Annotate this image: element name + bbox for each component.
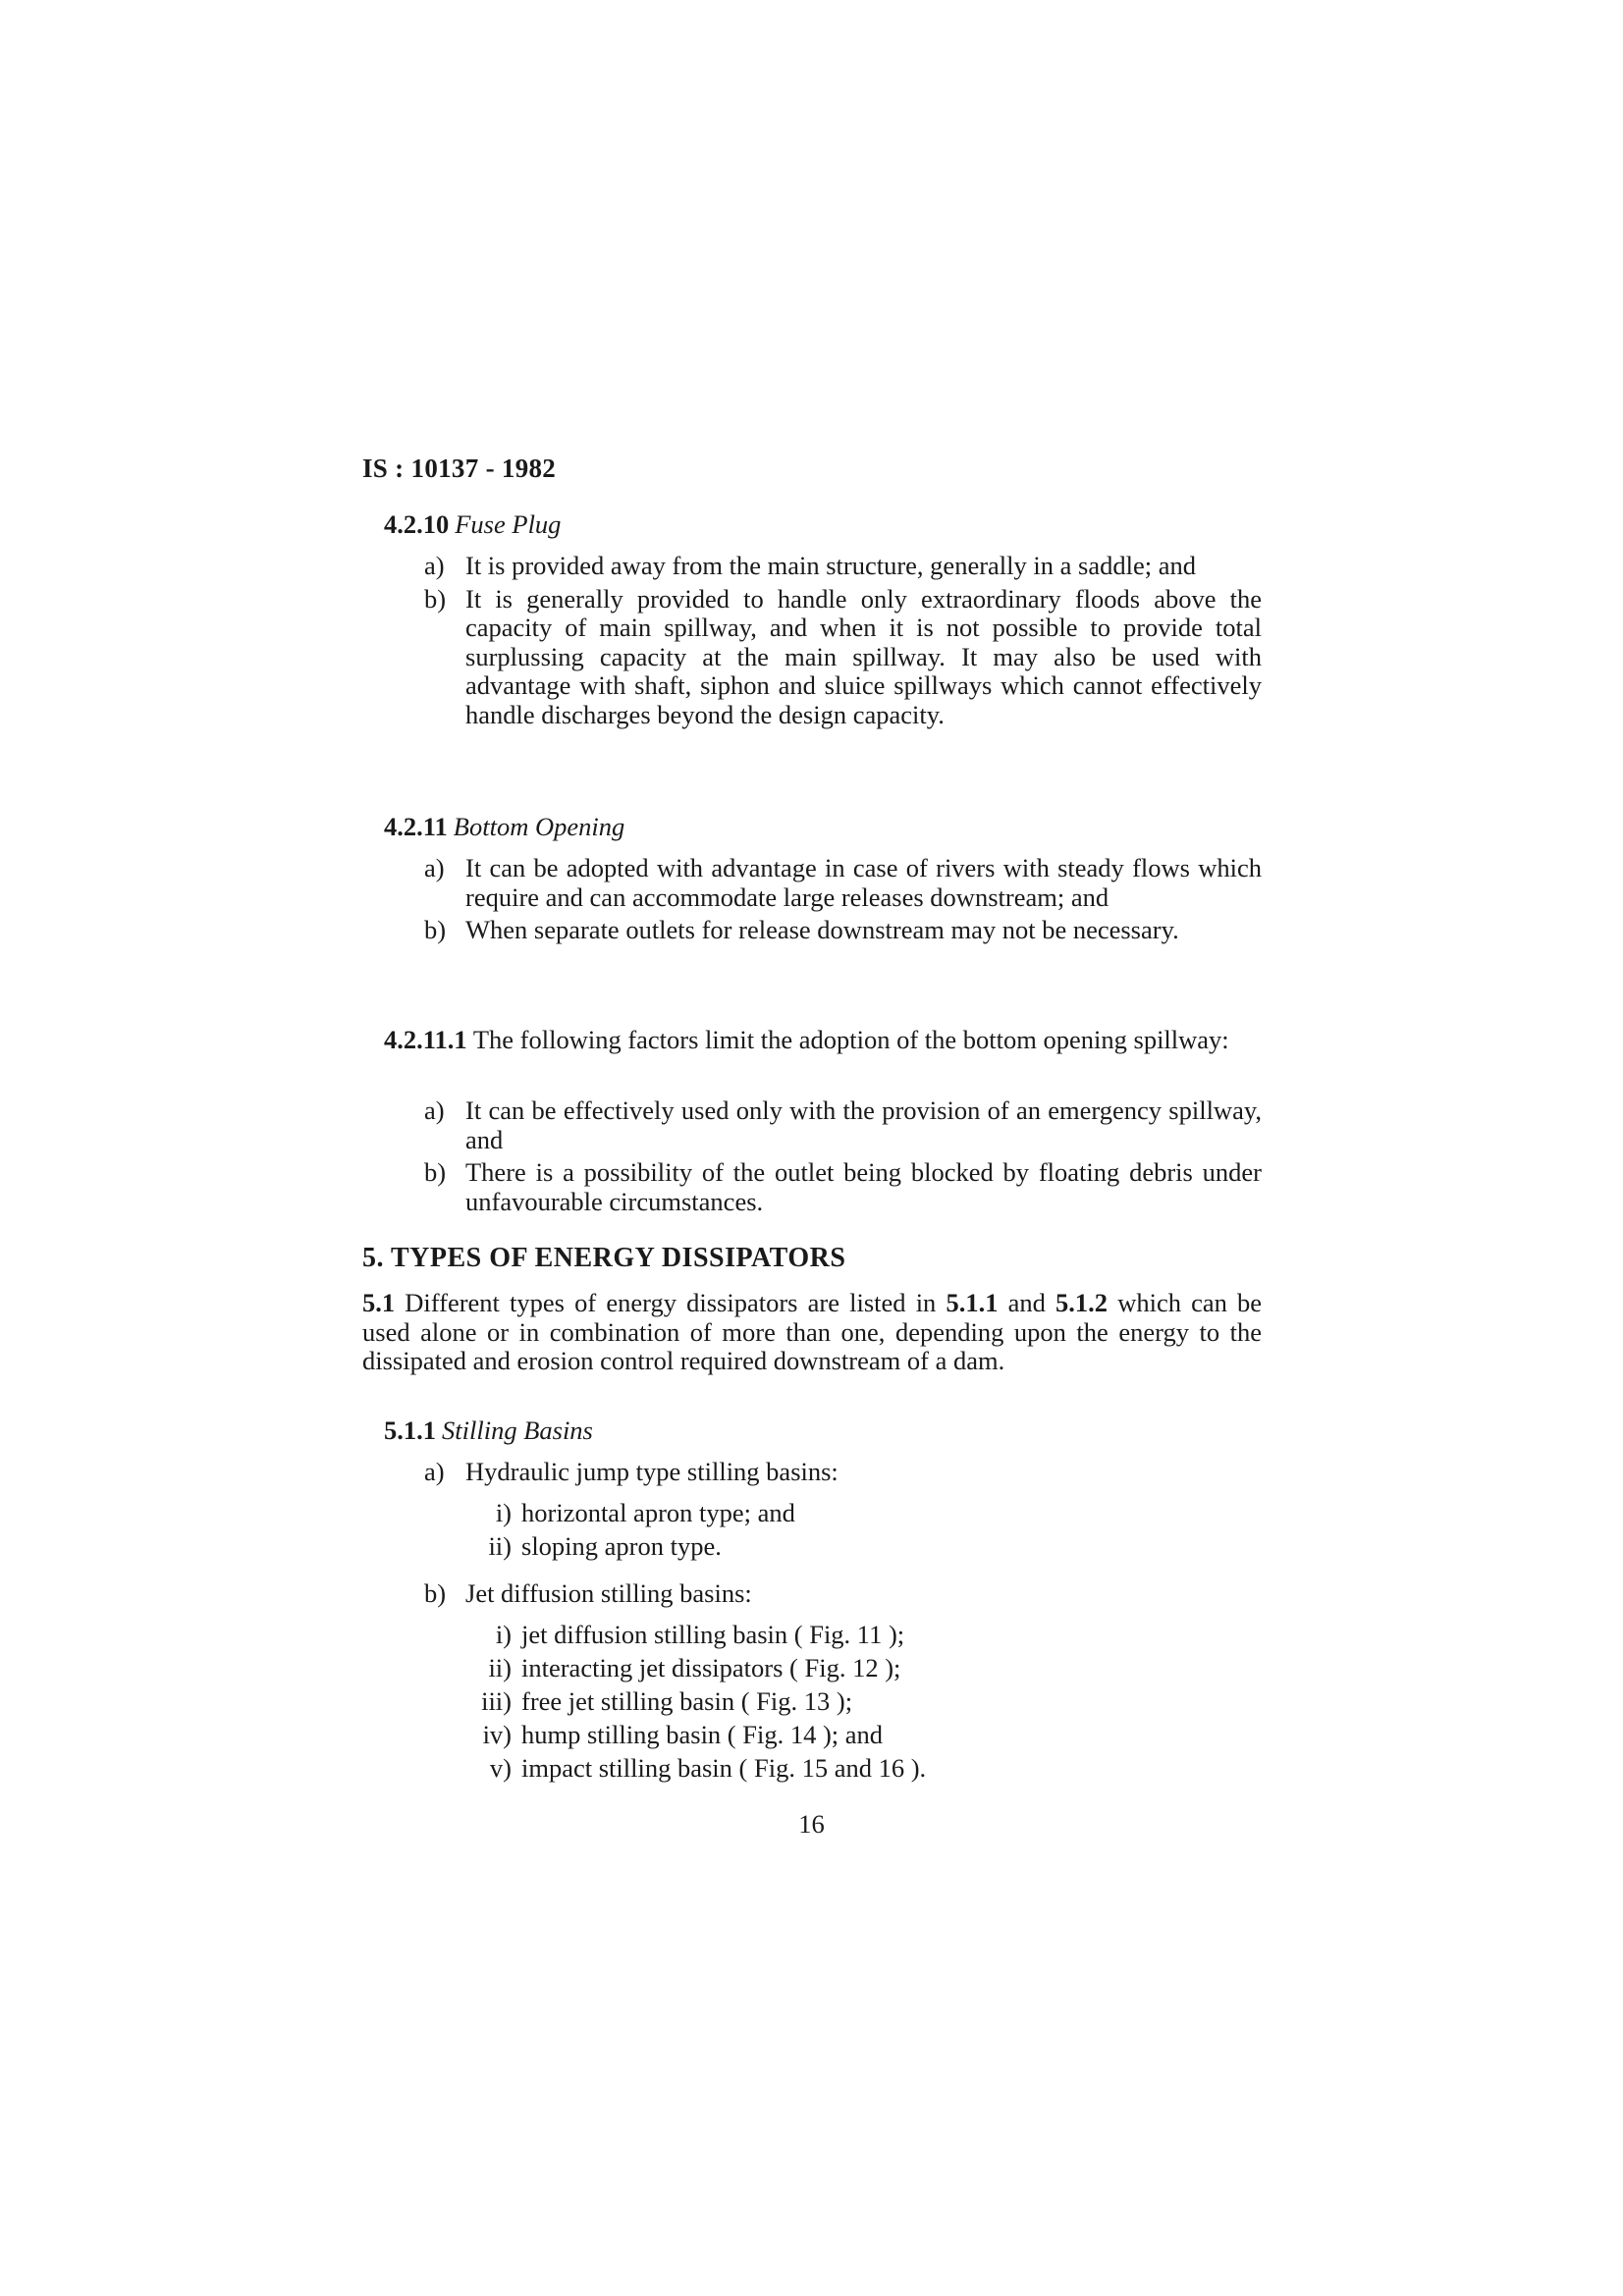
list-item: [424, 1579, 1262, 1609]
section-heading-5: 5. TYPES OF ENERGY DISSIPATORS: [362, 1243, 846, 1273]
item-text: free jet stilling basin ( Fig. 13 );: [521, 1686, 853, 1716]
cross-reference: 5.1.1: [946, 1288, 999, 1317]
item-marker: v): [489, 1753, 512, 1783]
item-text: It can be effectively used only with the provision of an emergency spillway, and: [465, 1095, 1262, 1154]
item-text: Jet diffusion stilling basins:: [465, 1578, 752, 1608]
standard-number: IS : 10137 - 1982: [362, 454, 557, 483]
item-text: interacting jet dissipators ( Fig. 12 );: [521, 1653, 901, 1682]
item-marker: iii): [481, 1686, 512, 1716]
item-marker: a): [424, 1095, 445, 1125]
clause-list-4-2-11: [424, 854, 1262, 949]
item-text: horizontal apron type; and: [521, 1498, 795, 1527]
item-marker: a): [424, 1457, 445, 1486]
list-item: [424, 916, 1262, 945]
item-text: impact stilling basin ( Fig. 15 and 16 ).: [521, 1753, 927, 1783]
item-marker: a): [424, 551, 445, 580]
clause-title: Bottom Opening: [453, 812, 625, 841]
group-b-sublist: [466, 1621, 926, 1788]
group-a: [424, 1458, 1262, 1491]
sublist-item: [466, 1754, 926, 1788]
group-a-sublist: [466, 1499, 795, 1566]
clause-text-part: which can be used alone or in combination of more than one, depending upon the energy to the dissipated and erosion control required downstream of a dam.: [362, 1288, 1263, 1375]
item-text: jet diffusion stilling basin ( Fig. 11 );: [521, 1620, 905, 1649]
list-item: [424, 854, 1262, 912]
item-marker: i): [495, 1620, 512, 1649]
clause-list-4-2-10: [424, 552, 1262, 733]
item-text: There is a possibility of the outlet being blocked by floating debris under unfavourable circumstances.: [465, 1157, 1262, 1216]
item-marker: b): [424, 915, 447, 944]
clause-5-1: [362, 1289, 1262, 1376]
clause-number: 5.1.1: [384, 1415, 436, 1445]
clause-4-2-11-1: [362, 1026, 1262, 1055]
sublist-item: [466, 1654, 926, 1687]
page-number: 16: [798, 1809, 825, 1839]
clause-list-4-2-11-1: [424, 1096, 1262, 1220]
item-text: It is provided away from the main structure, generally in a saddle; and: [465, 551, 1196, 580]
item-text: sloping apron type.: [521, 1531, 722, 1561]
clause-text-part: Different types of energy dissipators are listed in: [405, 1288, 937, 1317]
item-marker: b): [424, 1157, 447, 1187]
item-marker: ii): [488, 1531, 512, 1561]
item-text: Hydraulic jump type stilling basins:: [465, 1457, 839, 1486]
sublist-item: [466, 1721, 926, 1754]
list-item: [424, 1096, 1262, 1154]
sublist-item: [466, 1687, 926, 1721]
clause-text-part: and: [1007, 1288, 1046, 1317]
sublist-item: [466, 1499, 795, 1532]
list-item: [424, 552, 1262, 581]
item-marker: iv): [482, 1720, 512, 1749]
item-marker: b): [424, 583, 447, 614]
list-item: [424, 585, 1262, 730]
clause-title: Stilling Basins: [442, 1415, 593, 1445]
item-marker: ii): [488, 1653, 512, 1682]
clause-text: The following factors limit the adoption of the bottom opening spillway:: [472, 1025, 1229, 1054]
clause-heading-5-1-1: [384, 1416, 593, 1446]
item-text: It is generally provided to handle only extraordinary floods above the capacity of main spillway, and when it is not possible to provide total surplussing capacity at the main spillway. It may also be used with advantage with shaft, siphon and sluice spillways which cannot effectively handle discharges beyond the design capacity.: [465, 583, 1262, 729]
clause-number: 5.1: [362, 1288, 396, 1317]
group-b: [424, 1579, 1262, 1613]
item-marker: b): [424, 1578, 447, 1608]
clause-title: Fuse Plug: [455, 509, 562, 539]
clause-number: 4.2.11.1: [384, 1025, 467, 1054]
clause-number: 4.2.11: [384, 812, 448, 841]
item-marker: a): [424, 853, 445, 882]
list-item: [424, 1158, 1262, 1216]
item-text: When separate outlets for release downstream may not be necessary.: [465, 915, 1179, 944]
list-item: [424, 1458, 1262, 1487]
item-text: hump stilling basin ( Fig. 14 ); and: [521, 1720, 884, 1749]
clause-heading-4-2-10: [384, 510, 561, 540]
sublist-item: [466, 1621, 926, 1654]
sublist-item: [466, 1532, 795, 1566]
cross-reference: 5.1.2: [1055, 1288, 1109, 1317]
clause-heading-4-2-11: [384, 813, 624, 842]
item-marker: i): [495, 1498, 512, 1527]
item-text: It can be adopted with advantage in case of rivers with steady flows which require and can accommodate large releases downstream; and: [465, 853, 1262, 912]
clause-number: 4.2.10: [384, 509, 450, 539]
